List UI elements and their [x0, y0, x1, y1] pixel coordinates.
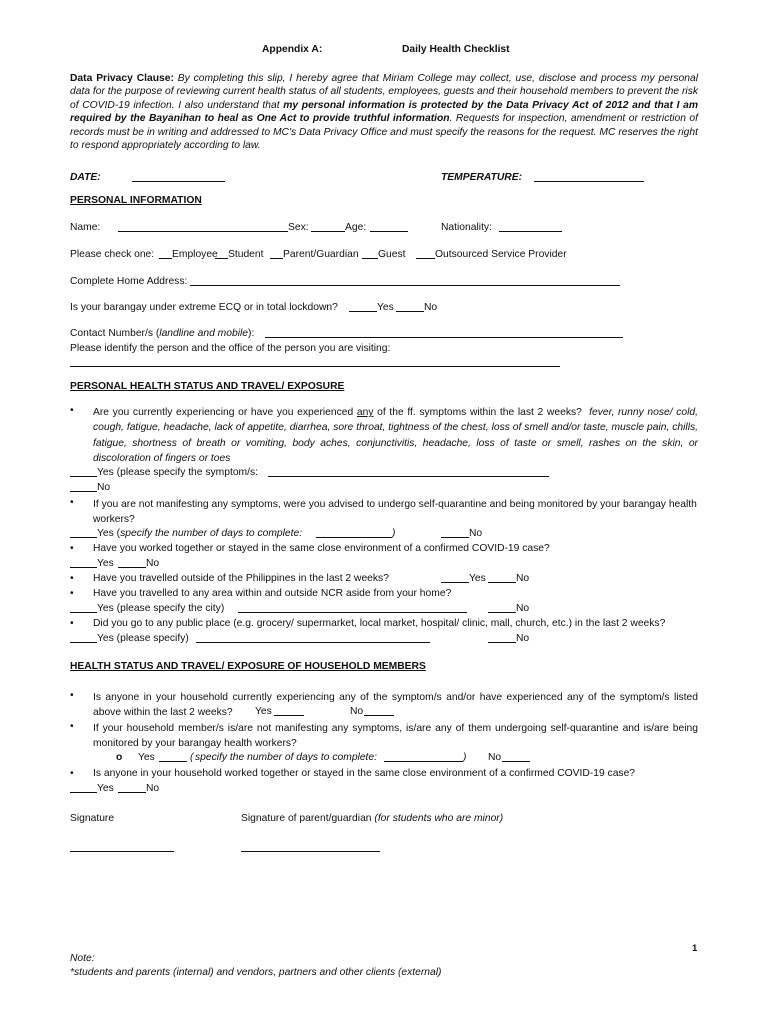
- hh-q2-open-paren: (: [190, 752, 194, 763]
- address-field[interactable]: [190, 276, 620, 286]
- bullet-icon: •: [70, 497, 74, 508]
- square-bullet-icon: o: [116, 752, 123, 763]
- sex-label: Sex:: [288, 222, 309, 233]
- bullet-icon: •: [70, 573, 74, 584]
- q5-no-check[interactable]: [488, 603, 516, 613]
- hh-q2-close-paren: ): [463, 752, 467, 763]
- age-label: Age:: [345, 222, 367, 233]
- name-label: Name:: [70, 222, 101, 233]
- q6-yes-label: Yes (please specify): [97, 633, 189, 644]
- note-text: *students and parents (internal) and vendors, partners and other clients (external): [70, 967, 442, 978]
- address-label: Complete Home Address:: [70, 276, 188, 287]
- parent-signature-note: (for students who are minor): [374, 813, 504, 824]
- employee-option: Employee: [172, 249, 218, 260]
- health-q6: Did you go to any public place (e.g. grocery/ supermarket, local market, hospital/ clinic, mall, church, etc.) in the last 2 weeks?: [93, 618, 666, 629]
- barangay-yes: Yes: [377, 302, 394, 313]
- bullet-icon: •: [70, 721, 74, 732]
- contact-field[interactable]: [265, 328, 623, 338]
- parent-signature-text: Signature of parent/guardian: [241, 813, 375, 824]
- q5-no-label: No: [516, 603, 530, 614]
- date-label: DATE:: [70, 172, 101, 183]
- q6-place-field[interactable]: [196, 633, 430, 643]
- contact-label: [70, 328, 254, 339]
- bullet-icon: •: [70, 618, 74, 629]
- student-option: Student: [228, 249, 264, 260]
- name-field[interactable]: [118, 222, 288, 232]
- parent-option: Parent/Guardian: [283, 249, 359, 260]
- health-q1-post: of the ff. symptoms within the last 2 weeks?: [373, 407, 582, 418]
- q4-no-check[interactable]: [488, 573, 516, 583]
- employee-check[interactable]: [159, 249, 172, 259]
- q4-no-label: No: [516, 573, 530, 584]
- contact-italic: landline and mobile: [159, 328, 249, 339]
- bullet-icon: •: [70, 690, 74, 701]
- bullet-icon: •: [70, 543, 74, 554]
- hh-q2-no-field[interactable]: [502, 752, 530, 762]
- hh-q2-yes-label: Yes: [138, 752, 155, 763]
- q3-no-label: No: [146, 558, 160, 569]
- household-q3: Is anyone in your household worked together or stayed in the same close environment of a confirmed COVID-19 case?: [93, 768, 636, 779]
- hh-q3-no-check[interactable]: [118, 783, 146, 793]
- household-q1: Is anyone in your household currently experiencing any of the symptom/s and/or have experienced any of the symptom/s listed above within the last 2 weeks?: [93, 692, 698, 719]
- date-field[interactable]: [132, 172, 225, 182]
- health-q1-symptoms: fever, runny nose/ cold, cough, fatigue, headache, lack of appetite, diarrhea, sore throat, tightness of the chest, loss of smell and/or taste, muscle pain, chills, fatigue, shortness of breath or vomiting, body aches, conjunctivitis, headache, loss of taste or smell, rashes on the skin, or discoloration of fingers or toes: [93, 407, 698, 465]
- health-q1-pre: Are you currently experiencing or have you experienced: [93, 407, 357, 418]
- parent-check[interactable]: [270, 249, 283, 259]
- sex-field[interactable]: [311, 222, 345, 232]
- outsourced-check[interactable]: [416, 249, 435, 259]
- contact-pre: Contact Number/s (: [70, 328, 160, 339]
- outsourced-option: Outsourced Service Provider: [435, 249, 567, 260]
- hh-q2-yes-field[interactable]: [159, 752, 187, 762]
- student-check[interactable]: [215, 249, 228, 259]
- barangay-no-check[interactable]: [396, 302, 424, 312]
- q1-symptom-field[interactable]: [268, 467, 549, 477]
- contact-post: ):: [248, 328, 255, 339]
- q2-yes-italic: specify the number of days to complete:: [120, 528, 303, 539]
- q2-yes-label: [97, 528, 302, 539]
- hh-q2-days-label: specify the number of days to complete:: [195, 752, 378, 763]
- parent-signature-line[interactable]: [241, 842, 380, 852]
- health-q4: Have you travelled outside of the Philippines in the last 2 weeks?: [93, 573, 389, 584]
- bullet-icon: •: [70, 588, 74, 599]
- q1-no-check[interactable]: [70, 482, 97, 492]
- q2-no-check[interactable]: [441, 528, 469, 538]
- hh-q2-days-field[interactable]: [384, 752, 463, 762]
- temperature-field[interactable]: [534, 172, 644, 182]
- health-q3: Have you worked together or stayed in the same close environment of a confirmed COVID-19 case?: [93, 543, 550, 554]
- q2-close-paren: ): [392, 528, 396, 539]
- q1-yes-check[interactable]: [70, 467, 97, 477]
- note-label: Note:: [70, 953, 95, 964]
- health-q2: If you are not manifesting any symptoms, were you advised to undergo self-quarantine and being monitored by your barangay health workers?: [93, 499, 697, 525]
- visiting-field[interactable]: [70, 357, 560, 367]
- hh-q3-no-label: No: [146, 783, 160, 794]
- privacy-label: Data Privacy Clause:: [70, 73, 174, 84]
- health-heading: PERSONAL HEALTH STATUS AND TRAVEL/ EXPOSURE: [70, 381, 345, 392]
- q4-yes-label: Yes: [469, 573, 486, 584]
- q1-no-label: No: [97, 482, 111, 493]
- privacy-clause: [70, 72, 698, 152]
- page-number: 1: [692, 943, 698, 954]
- q5-yes-check[interactable]: [70, 603, 97, 613]
- household-heading: HEALTH STATUS AND TRAVEL/ EXPOSURE OF HOUSEHOLD MEMBERS: [70, 661, 426, 672]
- q2-yes-pre: Yes (: [97, 528, 121, 539]
- q2-yes-check[interactable]: [70, 528, 97, 538]
- parent-signature-label: [241, 813, 503, 824]
- personal-info-heading: PERSONAL INFORMATION: [70, 195, 202, 206]
- check-one-label: Please check one:: [70, 249, 155, 260]
- privacy-text-2: . Requests for inspection, amendment or restriction of records must be in writing and addressed to MC's Data Privacy Office and must specify the reasons for the request. MC reserves the right to respond appropriately according to law.: [70, 113, 698, 152]
- health-q5: Have you travelled to any area within and outside NCR aside from your home?: [93, 588, 452, 599]
- q3-no-check[interactable]: [118, 558, 146, 568]
- household-q2: If your household member/s is/are not manifesting any symptoms, is/are any of them undergoing self-quarantine and is/are being monitored by your barangay health workers?: [93, 723, 698, 750]
- nationality-label: Nationality:: [441, 222, 492, 233]
- q6-no-check[interactable]: [488, 633, 516, 643]
- privacy-text-bold: my personal information is protected by the Data Privacy Act of 2012 and that I am required by the Bayanihan to heal as One Act to provide truthful information: [70, 99, 698, 125]
- hh-q3-yes-check[interactable]: [70, 783, 97, 793]
- hh-q1-no-label: No: [350, 706, 364, 717]
- visiting-label: Please identify the person and the office of the person you are visiting:: [70, 343, 391, 354]
- q2-days-field[interactable]: [316, 528, 392, 538]
- hh-q3-yes-label: Yes: [97, 783, 114, 794]
- q3-yes-check[interactable]: [70, 558, 97, 568]
- bullet-icon: •: [70, 405, 74, 416]
- hh-q1-yes-label: Yes: [255, 706, 272, 717]
- q4-yes-check[interactable]: [441, 573, 469, 583]
- q1-yes-label: Yes (please specify the symptom/s:: [97, 467, 259, 478]
- page-title: Daily Health Checklist: [402, 44, 510, 55]
- q3-yes-label: Yes: [97, 558, 114, 569]
- privacy-text-1: By completing this slip, I hereby agree that Miriam College may collect, use, disclose and process my personal data for the purpose of reviewing current health status of all students, employees, guests and their household members to prevent the risk of COVID-19 infection. I also understand that: [70, 73, 698, 111]
- q5-city-field[interactable]: [238, 603, 467, 613]
- q5-yes-label: Yes (please specify the city): [97, 603, 225, 614]
- q6-no-label: No: [516, 633, 530, 644]
- health-q1-any: any: [356, 407, 374, 418]
- hh-q2-no-label: No: [488, 752, 502, 763]
- temperature-label: TEMPERATURE:: [441, 172, 523, 183]
- age-field[interactable]: [370, 222, 408, 232]
- signature-label: Signature: [70, 813, 115, 824]
- barangay-question: Is your barangay under extreme ECQ or in total lockdown?: [70, 302, 338, 313]
- health-q1: [93, 405, 698, 467]
- bullet-icon: •: [70, 768, 74, 779]
- barangay-yes-check[interactable]: [349, 302, 377, 312]
- q6-yes-check[interactable]: [70, 633, 97, 643]
- q2-no-label: No: [469, 528, 483, 539]
- appendix-label: Appendix A:: [262, 44, 323, 55]
- hh-q1-yes-field[interactable]: [274, 706, 304, 716]
- signature-line[interactable]: [70, 842, 174, 852]
- guest-check[interactable]: [362, 249, 378, 259]
- nationality-field[interactable]: [499, 222, 562, 232]
- hh-q1-no-field[interactable]: [364, 706, 394, 716]
- guest-option: Guest: [378, 249, 406, 260]
- barangay-no: No: [424, 302, 438, 313]
